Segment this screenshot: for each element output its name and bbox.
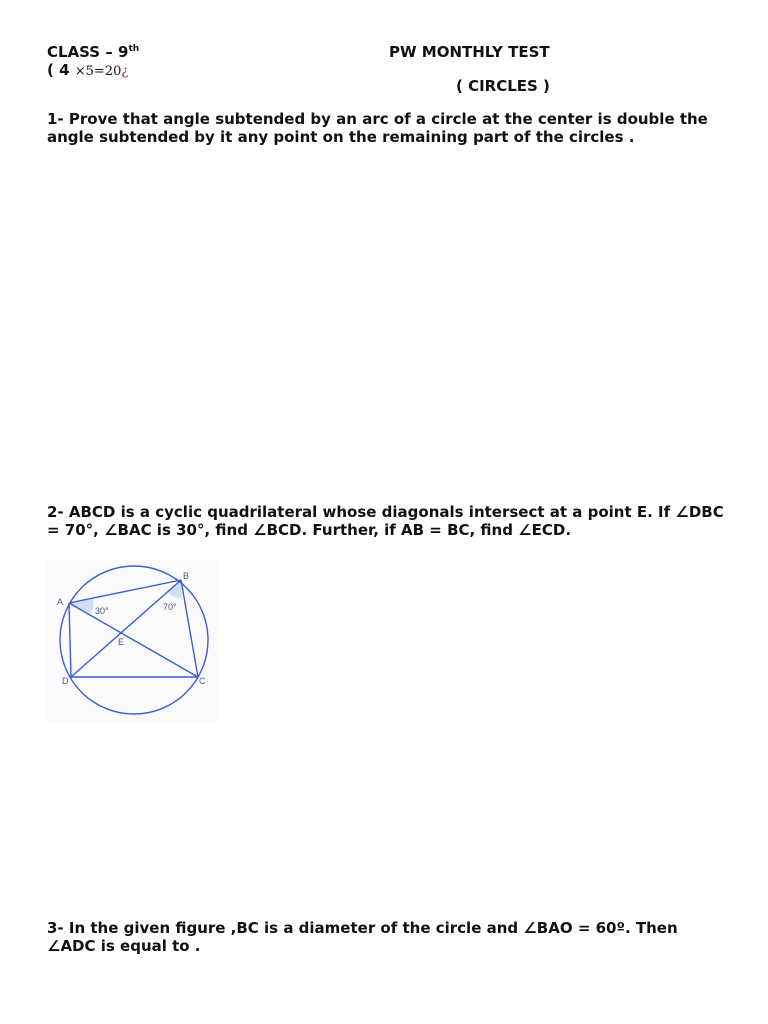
question-3: 3- In the given figure ,BC is a diameter of the circle and ∠BAO = 60º. Then ∠ADC is equal to . xyxy=(47,919,678,955)
point-a-label: A xyxy=(57,597,64,607)
side-da xyxy=(69,603,71,677)
point-b-label: B xyxy=(183,571,190,581)
topic-title: ( CIRCLES ) xyxy=(456,77,550,95)
class-superscript: th xyxy=(128,44,140,54)
point-e-label: E xyxy=(118,637,125,647)
marks-glyph: ¿ xyxy=(121,64,129,79)
side-bc xyxy=(181,580,198,677)
point-c-label: C xyxy=(199,676,206,686)
cyclic-quadrilateral-figure xyxy=(47,560,217,722)
marks-line xyxy=(47,61,128,79)
point-d-label: D xyxy=(62,676,69,686)
marks-expression: ×5=20 xyxy=(74,64,122,79)
class-label xyxy=(47,43,139,61)
class-text: CLASS – 9 xyxy=(47,43,129,61)
question-1: 1- Prove that angle subtended by an arc of a circle at the center is double the angle subtended by it any point on the remaining part of the circles . xyxy=(47,110,708,146)
diagonal-ac xyxy=(69,603,198,677)
marks-open: ( 4 xyxy=(47,61,70,79)
angle-bac-label: 30° xyxy=(95,606,109,616)
diagonal-bd xyxy=(71,580,181,677)
test-title: PW MONTHLY TEST xyxy=(389,43,550,61)
question-2: 2- ABCD is a cyclic quadrilateral whose diagonals intersect at a point E. If ∠DBC = 70°, ∠BAC is 30°, find ∠BCD. Further, if AB = BC, find ∠ECD. xyxy=(47,503,724,539)
figure-svg xyxy=(47,560,217,722)
angle-dbc-label: 70° xyxy=(163,602,177,612)
